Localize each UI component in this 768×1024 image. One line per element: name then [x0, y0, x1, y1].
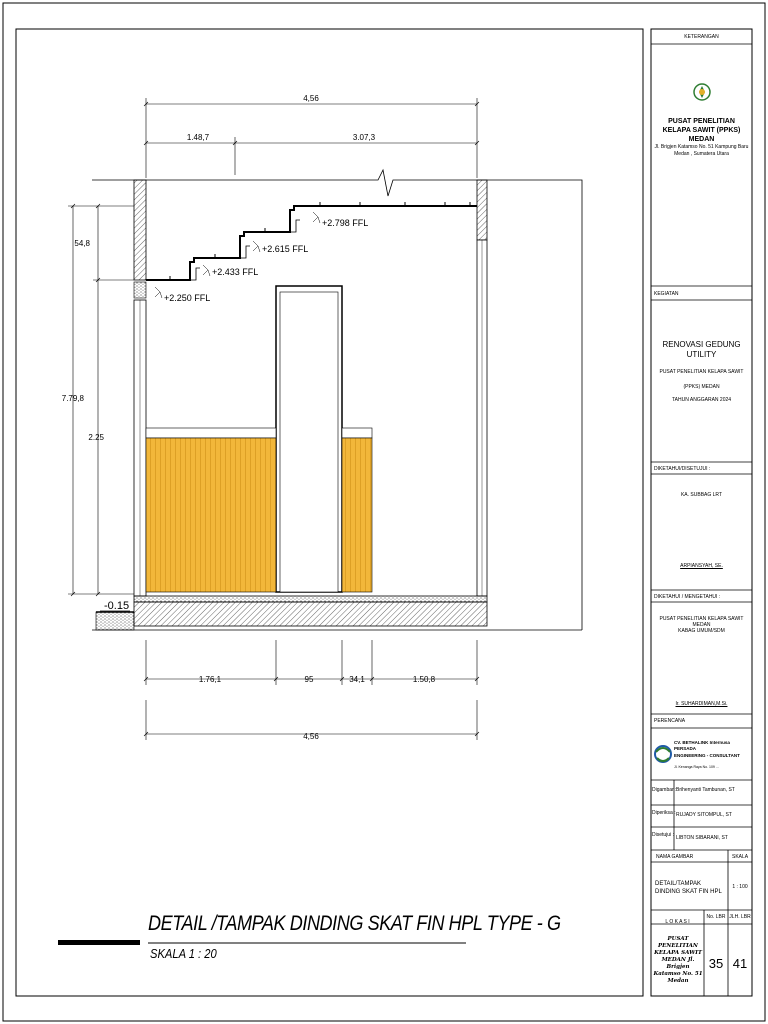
skala-label: SKALA [732, 854, 749, 860]
org-address-1: Jl. Brigjen Katamso No. 51 Kampung Baru [654, 144, 749, 150]
elevation-drawing [62, 94, 582, 741]
title-bar [58, 940, 140, 945]
org-name: PUSAT PENELITIAN KELAPA SAWIT (PPKS) MEDAN [662, 118, 741, 143]
diperiksa-label: Diperiksa : [652, 810, 676, 816]
no-lbr-label: No. LBR [706, 914, 726, 920]
floor-level: -0.15 [104, 600, 130, 612]
dim-bottom-2: 95 [304, 675, 314, 684]
hpl-panel-left [146, 438, 276, 592]
level-2: +2.433 FFL [212, 267, 259, 277]
nama-gambar: DETAIL/TAMPAK DINDING SKAT FIN HPL [655, 881, 722, 895]
diperiksa-name: RUJADY SITOMPUL, ST [676, 812, 732, 818]
drawing-scale: SKALA 1 : 20 [150, 946, 217, 961]
dim-bottom-total: 4,56 [303, 732, 319, 741]
consultant-type: ENGINEERING - CONSULTANT [674, 753, 740, 758]
project-title: RENOVASI GEDUNG UTILITY [662, 340, 741, 359]
dim-top-left: 1.48,7 [186, 133, 210, 142]
ppks-logo [694, 84, 710, 100]
jlh-lbr-label: JLH. LBR [729, 914, 751, 920]
lokasi-label: L O K A S I [665, 919, 690, 925]
floor-slab [134, 602, 487, 626]
dim-top-total: 4,56 [303, 94, 319, 103]
titleblock-frame [651, 29, 752, 996]
diketahui-name: ARPIANSYAH, SE. [680, 563, 723, 569]
consultant-address: Jl. Kenanga Raya No. 109 ... [674, 765, 719, 769]
panel-cap-left [146, 428, 276, 438]
dim-bottom-1: 1.76,1 [198, 675, 222, 684]
left-ground [96, 612, 134, 630]
mengetahui-name: Ir. SUHARDIMAN,M.Si. [675, 701, 728, 707]
project-sub-1: PUSAT PENELITIAN KELAPA SAWIT [659, 369, 744, 375]
project-sub-3: TAHUN ANGGARAN 2024 [671, 397, 732, 403]
skala-value: 1 : 100 [732, 884, 748, 890]
mengetahui-org: PUSAT PENELITIAN KELAPA SAWIT MEDAN [659, 616, 744, 628]
diketahui-role: KA. SUBBAG LRT [680, 492, 723, 498]
diketahui-label: DIKETAHUI/DISETUJUI : [654, 466, 711, 472]
perencana-label: PERENCANA [654, 718, 686, 724]
left-wall-top [134, 180, 146, 280]
dim-bottom [144, 640, 479, 740]
consultant-logo [655, 746, 671, 762]
jlh-lbr-value: 41 [732, 956, 748, 971]
mengetahui-label: DIKETAHUI / MENGETAHUI : [654, 594, 721, 600]
nama-gambar-label: NAMA GAMBAR [656, 854, 694, 860]
disetujui-name: LIBTON SIBARANI, ST [676, 835, 728, 841]
consultant-name: CV. BETHALINK Internusa PERSADA [674, 740, 730, 751]
mengetahui-role: KABAG UMUM/SDM [678, 628, 725, 634]
left-beam [134, 282, 146, 298]
level-1: +2.250 FFL [164, 293, 211, 303]
disetujui-label: Disetujui : [652, 832, 674, 838]
lokasi-text: PUSAT PENELITIAN KELAPA SAWIT MEDAN Jl. Brigjen Katamso No. 51 Medan [653, 936, 703, 984]
drawing-title: DETAIL /TAMPAK DINDING SKAT FIN HPL TYPE - G [148, 912, 561, 935]
project-sub-2: (PPKS) MEDAN [683, 384, 720, 390]
floor-finish [134, 596, 487, 602]
keterangan-label: KETERANGAN [684, 34, 719, 40]
panel-cap-right [342, 428, 372, 438]
dim-left-total: 7.79,8 [61, 394, 84, 403]
dim-bottom-3: 34,1 [349, 675, 365, 684]
org-address-2: Medan , Sumatera Utara [674, 151, 729, 157]
hpl-panel-right [342, 438, 372, 592]
dim-left-top: 54,8 [74, 239, 90, 248]
dim-top-right: 3.07,3 [352, 133, 376, 142]
kegiatan-label: KEGIATAN [654, 291, 679, 297]
level-4: +2.798 FFL [322, 218, 369, 228]
right-wall-top [477, 180, 487, 240]
digambar-name: Brihenyanti Tambunan, ST [676, 787, 735, 793]
no-lbr-value: 35 [708, 956, 724, 971]
level-3: +2.615 FFL [262, 244, 309, 254]
dim-left-mid: 2.25 [88, 433, 104, 442]
dim-bottom-4: 1.50,8 [412, 675, 436, 684]
door-opening [280, 292, 338, 592]
digambar-label: Digambar : [652, 787, 677, 793]
